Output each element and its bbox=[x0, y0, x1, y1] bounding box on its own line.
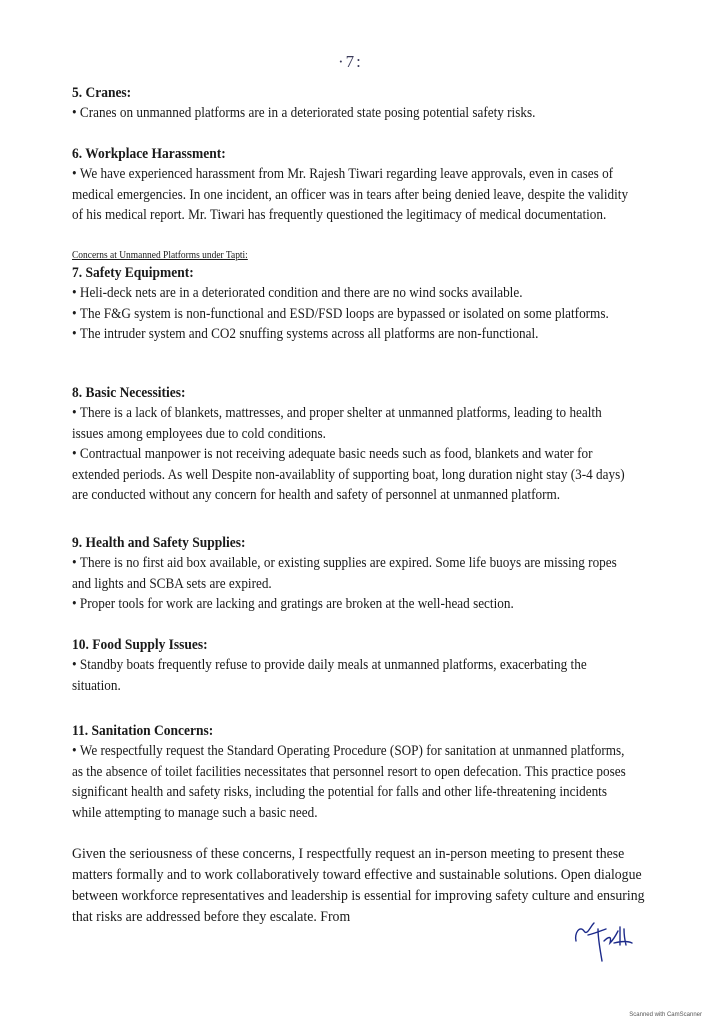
bullet-item: • We have experienced harassment from Mr. Rajesh Tiwari regarding leave approvals, even in cases of medical emergencies. In one incident, an officer was in tears after being denied leave, despite the validity of his medical report. Mr. Tiwari has frequently questioned the legitimacy of medical documentation. bbox=[72, 164, 636, 226]
section-heading: 7. Safety Equipment: bbox=[72, 265, 194, 281]
section-food-supply bbox=[72, 636, 632, 696]
bullet-item: • Heli-deck nets are in a deteriorated condition and there are no wind socks available. bbox=[72, 283, 636, 304]
section-heading: 6. Workplace Harassment: bbox=[72, 146, 226, 162]
bullet-item: • There is a lack of blankets, mattresses, and proper shelter at unmanned platforms, leading to health issues among employees due to cold conditions. bbox=[72, 403, 636, 444]
bullet-item: • Standby boats frequently refuse to provide daily meals at unmanned platforms, exacerbating the situation. bbox=[72, 655, 636, 696]
signature-stroke bbox=[576, 923, 632, 961]
section-basic-necessities bbox=[72, 384, 632, 506]
closing-section bbox=[72, 844, 645, 928]
section-sanitation bbox=[72, 722, 632, 823]
section-safety-equipment bbox=[72, 249, 632, 345]
bullet-item: • The intruder system and CO2 snuffing systems across all platforms are non-functional. bbox=[72, 324, 636, 345]
scanner-watermark: Scanned with CamScanner bbox=[629, 1012, 702, 1018]
section-subheading: Concerns at Unmanned Platforms under Tapti: bbox=[72, 250, 248, 261]
signature-icon bbox=[570, 915, 650, 965]
closing-paragraph: Given the seriousness of these concerns, I respectfully request an in-person meeting to present these matters formally and to work collaboratively toward effective and sustainable solutions. Open dialogue between workforce representatives and leadership is essential for improving safety culture and ensuring that risks are addressed before they escalate. From bbox=[72, 846, 645, 925]
section-health-safety-supplies bbox=[72, 534, 632, 615]
page-number: ·7: bbox=[338, 52, 363, 71]
bullet-item: • The F&G system is non-functional and ESD/FSD loops are bypassed or isolated on some platforms. bbox=[72, 304, 636, 325]
section-workplace-harassment bbox=[72, 145, 632, 226]
bullet-item: • There is no first aid box available, or existing supplies are expired. Some life buoys are missing ropes and lights and SCBA sets are expired. bbox=[72, 553, 636, 594]
section-heading: 9. Health and Safety Supplies: bbox=[72, 535, 246, 551]
section-heading: 8. Basic Necessities: bbox=[72, 385, 186, 401]
bullet-item: • Cranes on unmanned platforms are in a deteriorated state posing potential safety risks. bbox=[72, 103, 636, 124]
bullet-item: • Proper tools for work are lacking and gratings are broken at the well-head section. bbox=[72, 594, 636, 615]
bullet-item: • Contractual manpower is not receiving adequate basic needs such as food, blankets and water for extended periods. As well Despite non-availablity of supporting boat, long duration night stay (3-4 days) are conducted without any concern for health and safety of personnel at unmanned platform. bbox=[72, 444, 636, 506]
section-heading: 11. Sanitation Concerns: bbox=[72, 723, 214, 739]
section-cranes bbox=[72, 84, 632, 124]
section-heading: 10. Food Supply Issues: bbox=[72, 637, 208, 653]
bullet-item: • We respectfully request the Standard Operating Procedure (SOP) for sanitation at unmanned platforms, as the absence of toilet facilities necessitates that personnel resort to open defecation. This practice poses significant health and safety risks, including the potential for falls and other life-threatening incidents while attempting to manage such a basic need. bbox=[72, 741, 636, 823]
section-heading: 5. Cranes: bbox=[72, 85, 132, 101]
